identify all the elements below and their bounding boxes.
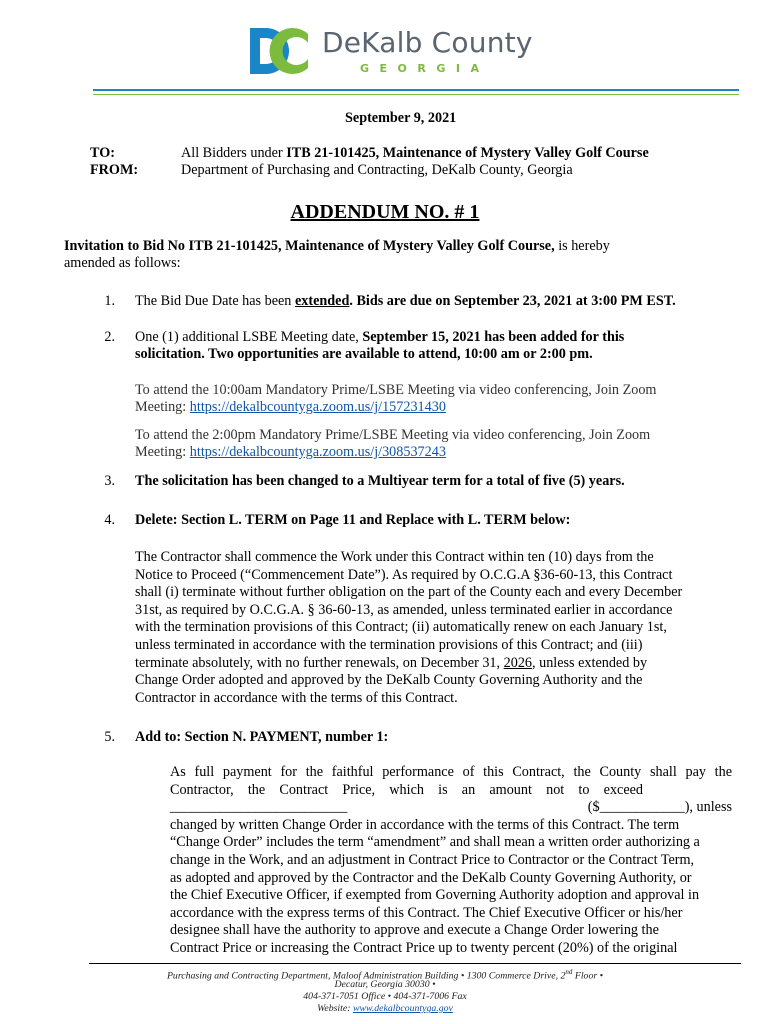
term-year: 2026 — [503, 654, 532, 671]
payment-blank-words: _________________________ — [170, 799, 348, 816]
zoom-1-line-1: To attend the 10:00am Mandatory Prime/LSBE Meeting via video conferencing, Join Zoom — [135, 382, 657, 398]
item-3-number: 3. — [104, 473, 115, 489]
term-line: Change Order adopted and approved by the DeKalb County Governing Authority and the — [135, 672, 643, 689]
item-5-number: 5. — [104, 729, 115, 745]
intro-line-1 — [64, 238, 610, 255]
item-1-text — [135, 293, 676, 310]
term-line — [135, 655, 725, 673]
dekalb-logo-mark — [248, 26, 310, 76]
term-line-7a: terminate absolutely, with no further renewals, on December 31, — [135, 654, 504, 671]
item-2-line-2: solicitation. Two opportunities are available to attend, 10:00 am or 2:00 pm. — [135, 346, 593, 362]
logo-county-name: DeKalb County — [322, 26, 533, 59]
term-line: unless terminated in accordance with the termination provisions of this Contract; and (iii) — [135, 636, 643, 653]
item-1-a: The Bid Due Date has been — [135, 293, 295, 309]
footer-website-label: Website: — [317, 1003, 353, 1014]
intro-bold: Invitation to Bid No ITB 21-101425, Maintenance of Mystery Valley Golf Course, — [64, 238, 555, 254]
to-prefix: All Bidders under — [181, 145, 287, 161]
payment-line: Contract Price or increasing the Contract Price up to twenty percent (20%) of the original — [170, 939, 678, 956]
footer-line-4 — [0, 1003, 770, 1015]
term-line: 31st, as required by O.C.G.A. § 36-60-13, as amended, unless terminated earlier in accordance — [135, 601, 673, 618]
footer-floor: Floor • — [572, 970, 604, 982]
payment-line: “Change Order” includes the term “amendment” and shall mean a written order authorizing a — [170, 834, 700, 851]
item-1-c: . Bids are due on — [349, 293, 454, 309]
item-1-due-date: September 23, 2021 at 3:00 PM EST. — [453, 293, 676, 309]
item-2-a: One (1) additional LSBE Meeting date, — [135, 329, 363, 345]
to-line — [181, 145, 649, 162]
memo-date: September 9, 2021 — [345, 110, 457, 126]
payment-line — [170, 799, 732, 817]
intro-line-2: amended as follows: — [64, 255, 181, 271]
header-rule-blue — [93, 89, 739, 91]
zoom-2-label: Meeting: — [135, 444, 190, 460]
footer-rule — [89, 963, 741, 964]
term-paragraph — [135, 549, 725, 707]
zoom-1-label: Meeting: — [135, 399, 190, 415]
item-4-text: Delete: Section L. TERM on Page 11 and Replace with L. TERM below: — [135, 512, 571, 528]
payment-line: designee shall have the authority to approve and execute a Change Order lowering the — [170, 922, 659, 939]
zoom-1-link[interactable]: https://dekalbcountyga.zoom.us/j/157231430 — [189, 399, 446, 415]
zoom-2-line-2 — [135, 444, 446, 461]
item-3-text: The solicitation has been changed to a Multiyear term for a total of five (5) years. — [135, 473, 625, 489]
item-1-extended: extended — [294, 293, 350, 309]
dc-monogram-icon — [248, 26, 310, 76]
to-label: TO: — [90, 145, 115, 161]
item-4-number: 4. — [104, 512, 115, 528]
payment-line: change in the Work, and an adjustment in Contract Price to Contractor or the Contract Term, — [170, 851, 695, 868]
footer-line-3: 404-371-7051 Office • 404-371-7006 Fax — [303, 991, 467, 1002]
from-line: Department of Purchasing and Contracting, DeKalb County, Georgia — [181, 162, 573, 178]
footer-address: Purchasing and Contracting Department, Maloof Administration Building • 1300 Commerce Drive, 2 — [166, 970, 566, 982]
addendum-title: ADDENDUM NO. # 1 — [290, 201, 480, 223]
payment-line: Contractor, the Contract Price, which is an amount not to exceed — [170, 781, 644, 798]
intro-rest: is hereby — [554, 238, 610, 254]
payment-line: the Chief Executive Officer, if exempted from Governing Authority adoption and approval in — [170, 887, 700, 904]
payment-line: As full payment for the faithful performance of this Contract, the County shall pay the — [170, 764, 732, 780]
item-5-text: Add to: Section N. PAYMENT, number 1: — [135, 729, 389, 745]
payment-line: accordance with the express terms of this Contract. The Chief Executive Officer or his/her — [170, 904, 683, 921]
footer-sup: nd — [565, 968, 573, 976]
footer-website-link[interactable]: www.dekalbcountyga.gov — [352, 1003, 453, 1014]
term-line-7c: , unless extended by — [532, 654, 648, 671]
footer-line-2: Decatur, Georgia 30030 • — [334, 979, 436, 990]
term-line: Contractor in accordance with the terms of this Contract. — [135, 689, 458, 706]
payment-line: as adopted and approved by the Contractor and the DeKalb County Governing Authority, or — [170, 869, 692, 886]
item-2-line-1 — [135, 329, 624, 346]
zoom-2-line-1: To attend the 2:00pm Mandatory Prime/LSBE Meeting via video conferencing, Join Zoom — [135, 427, 651, 443]
item-1-number: 1. — [104, 293, 115, 309]
item-2-number: 2. — [104, 329, 115, 345]
payment-blank-amount: ($____________), unless — [587, 799, 732, 816]
header-rule-green — [93, 94, 739, 95]
zoom-2-link[interactable]: https://dekalbcountyga.zoom.us/j/308537243 — [189, 444, 446, 460]
payment-line: changed by written Change Order in accordance with the terms of this Contract. The term — [170, 816, 680, 833]
to-itb-title: ITB 21-101425, Maintenance of Mystery Valley Golf Course — [286, 145, 649, 161]
term-line: shall (i) terminate without further obligation on the part of the County each and every December — [135, 584, 683, 601]
payment-paragraph — [170, 764, 732, 958]
logo-state-name: GEORGIA — [360, 62, 490, 75]
from-label: FROM: — [90, 162, 139, 178]
term-line: The Contractor shall commence the Work under this Contract within ten (10) days from the — [135, 549, 654, 565]
term-line: with the termination provisions of this Contract; (ii) automatically renew on each January 1st, — [135, 619, 667, 636]
term-line: Notice to Proceed (“Commencement Date”). As required by O.C.G.A §36-60-13, this Contract — [135, 566, 673, 583]
zoom-1-line-2 — [135, 399, 446, 416]
item-2-b: September 15, 2021 has been added for this — [362, 329, 625, 345]
